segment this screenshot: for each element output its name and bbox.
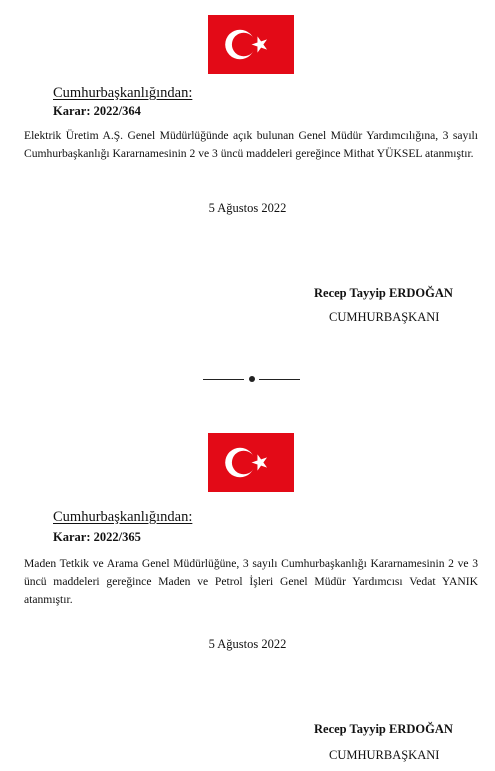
decree-number: Karar: 2022/365 [53,530,141,544]
separator-line-left [203,379,244,380]
issuer-heading: Cumhurbaşkanlığından: [53,85,193,101]
signer-name: Recep Tayyip ERDOĞAN [314,722,453,736]
decree-number: Karar: 2022/364 [53,104,141,118]
decree-body: Elektrik Üretim A.Ş. Genel Müdürlüğünde açık bulunan Genel Müdür Yardımcılığına, 3 sayılı Cumhurbaşkanlığı Kararnamesinin 2 ve 3 üncü maddeleri gereğince Mithat YÜKSEL atanmıştır. [24,129,478,160]
signer-title: CUMHURBAŞKANI [329,310,440,324]
decree-date: 5 Ağustos 2022 [208,637,287,651]
separator-line-right [259,379,300,380]
decree-date: 5 Ağustos 2022 [208,201,287,215]
decree-body: Maden Tetkik ve Arama Genel Müdürlüğüne, 3 sayılı Cumhurbaşkanlığı Kararnamesinin 2 ve 3 üncü maddeleri gereğince Maden ve Petrol İşleri Genel Müdür Yardımcısı Vedat YANIK atanmıştır. [24,557,478,606]
issuer-heading: Cumhurbaşkanlığından: [53,509,193,525]
signer-name: Recep Tayyip ERDOĞAN [314,286,453,300]
section-separator [203,372,300,386]
signer-title: CUMHURBAŞKANI [329,748,440,762]
turkish-flag-icon [208,15,294,74]
turkish-flag-icon [208,433,294,492]
separator-dot [249,376,255,382]
